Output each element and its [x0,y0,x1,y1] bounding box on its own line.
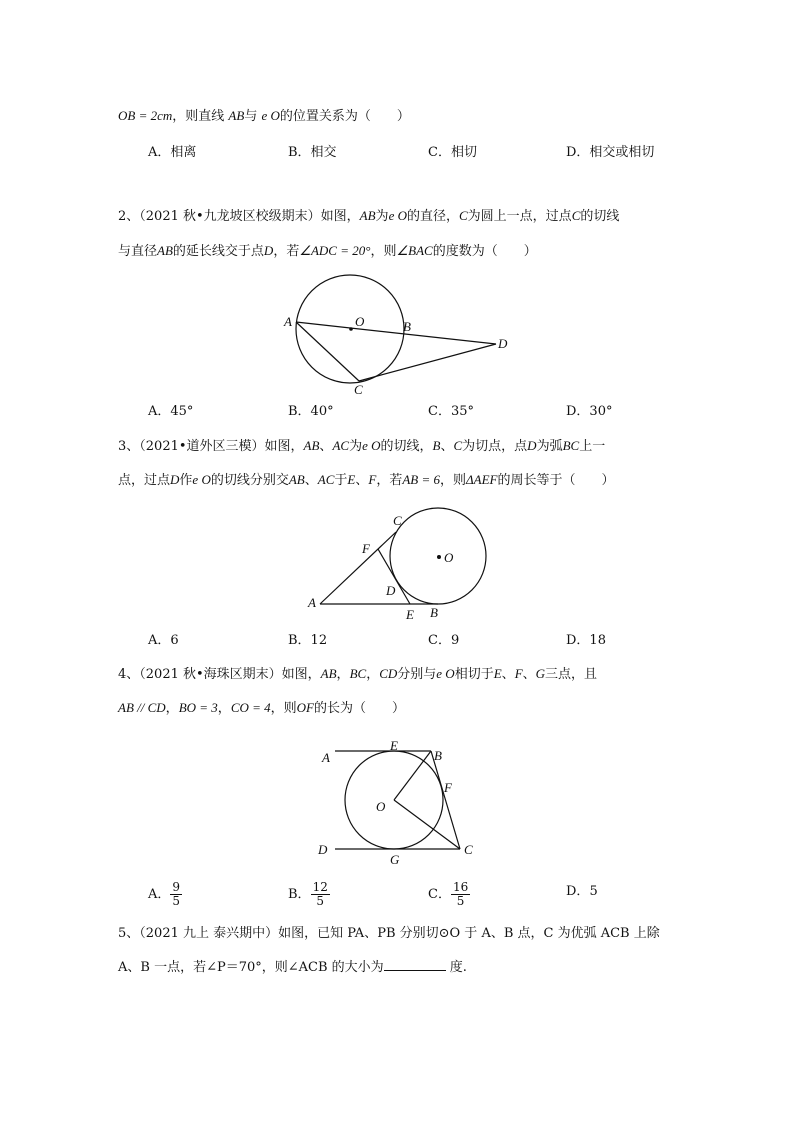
q2-seg: AB [359,208,376,223]
q2-seg: ∠ADC = 20° [299,243,371,258]
q3-seg: 上一 [579,439,606,454]
q3-seg: AB = 6 [402,472,440,487]
q3-label-f: F [362,541,370,556]
q2-line-ad [296,322,496,344]
q3-seg: C [453,438,463,453]
q4-option-a[interactable] [148,881,182,908]
q5-line2-a: A、B 一点，若∠P＝70°，则∠ACB 的大小为 [118,960,384,975]
q4-line-oc [394,800,460,849]
q4-options [148,881,708,915]
q3-seg: 的切线， [380,439,433,454]
q3-seg: 、 [304,473,318,488]
q4-label-c: C [464,842,473,857]
q3-seg: F [368,472,377,487]
q4-label-o: O [376,799,386,814]
q3-label-c: C [393,513,402,528]
q4-option-a-numerator: 9 [172,880,181,894]
q4-line-bc [431,751,460,849]
q4-seg: ， [165,701,179,716]
q3-seg: 3、（2021•道外区三模）如图， [118,439,304,454]
q4-stem-line2 [118,698,405,719]
q4-seg: AB // CD [118,700,166,715]
q3-option-b[interactable]: B．12 [288,633,328,648]
q3-seg: 为切点，点 [462,439,528,454]
q4-option-b-fraction [311,881,330,908]
q3-seg: 于 [334,473,348,488]
q2-option-b[interactable]: B．40° [288,404,334,419]
q4-label-e: E [390,738,398,753]
q2-seg: 与直径 [118,244,158,259]
q2-seg: 的度数为（ ） [432,244,537,259]
q2-label-o: O [355,314,365,329]
q3-seg: 的周长等于（ ） [497,473,615,488]
q4-seg: 、 [501,667,515,682]
q3-options [148,630,708,652]
q2-seg: 的切线 [580,209,620,224]
q1-option-a[interactable]: A．相离 [148,145,197,160]
q4-option-c-denominator: 5 [456,894,465,908]
q2-seg: D [263,243,274,258]
q2-center-dot [349,327,353,331]
q2-option-a[interactable]: A．45° [148,404,194,419]
q2-seg: ∠BAC [396,243,433,258]
q1-seg: 与 [244,109,258,124]
q4-seg: OF [296,700,315,715]
q3-option-d[interactable]: D．18 [566,633,606,648]
q1-seg: OB = 2cm [118,108,173,123]
q3-seg: AB [288,472,305,487]
q4-seg: 分别与 [397,667,437,682]
q3-seg: B [432,438,441,453]
q5-line2-b: 度. [445,960,467,975]
q4-option-c-fraction [451,881,470,908]
q2-seg: C [571,208,581,223]
q4-seg: 相切于 [454,667,494,682]
q4-option-d-letter: D． [566,884,590,899]
q3-seg: 、 [440,439,454,454]
q3-seg: D [527,438,537,453]
q4-seg: G [535,666,546,681]
q2-seg: C [459,208,468,223]
q2-label-c: C [354,382,363,397]
q2-seg: 2、（2021 秋•九龙坡区校级期末）如图， [118,209,360,224]
q4-stem-line1 [118,664,597,685]
q2-figure [270,268,530,400]
q2-seg: ，则 [370,244,397,259]
q3-center-dot [437,555,441,559]
q4-seg: BC [349,666,367,681]
q1-seg: AB [228,108,245,123]
q4-seg: ， [336,667,350,682]
q4-seg: ， [366,667,380,682]
q2-label-a: A [284,314,292,329]
q3-seg: D [170,472,180,487]
q4-seg: 、 [522,667,536,682]
q3-stem-line1 [118,436,605,457]
q4-seg: BO = 3 [178,700,218,715]
q1-option-b[interactable]: B．相交 [288,145,337,160]
q3-seg: e O [362,438,381,453]
q4-seg: E [493,666,502,681]
q3-seg: 作 [179,473,193,488]
q3-label-a: A [308,595,316,610]
q1-seg: e O [261,108,280,123]
q1-seg: ，则直线 [172,109,225,124]
q3-seg: 、 [355,473,369,488]
q4-option-b-letter: B． [288,887,311,902]
q5-answer-blank[interactable] [384,956,446,971]
q3-seg: 点，过点 [118,473,171,488]
q2-line-cd [359,344,496,381]
q4-option-a-denominator: 5 [172,894,181,908]
q3-seg: ΔAEF [466,472,498,487]
q3-seg: 、 [319,439,333,454]
q1-stem [118,106,410,127]
q3-seg: 为弧 [536,439,563,454]
q2-stem-line1 [118,206,619,227]
q4-seg: e O [436,666,455,681]
q4-option-d-value: 5 [589,884,598,899]
q4-line-ob [394,751,431,800]
q3-label-b: B [430,605,438,620]
q4-option-b-numerator: 12 [312,880,328,894]
q2-seg: 为 [375,209,389,224]
q2-seg: 为圆上一点，过点 [467,209,572,224]
q2-option-c[interactable]: C．35° [428,404,474,419]
q2-label-b: B [403,319,411,334]
q4-seg: ， [217,701,231,716]
q4-seg: 的长为（ ） [314,701,406,716]
q1-option-c[interactable]: C．相切 [428,145,477,160]
q3-seg: 为 [349,439,363,454]
q2-line-ac [296,322,359,381]
q4-seg: CO = 4 [230,700,271,715]
q4-option-b-denominator: 5 [316,894,325,908]
q3-figure [300,504,500,626]
q3-seg: AC [332,438,350,453]
q2-stem-line2 [118,241,537,262]
q4-seg: CD [379,666,398,681]
q1-seg: 的位置关系为（ ） [279,109,410,124]
q3-label-d: D [386,583,396,598]
q4-option-a-fraction [170,881,182,908]
q4-label-f: F [444,780,452,795]
q4-figure [310,738,490,870]
q4-seg: 三点，且 [545,667,598,682]
q4-seg: ，则 [270,701,297,716]
q4-option-c-numerator: 16 [452,880,469,894]
q4-option-c-letter: C． [428,887,451,902]
q2-seg: 的直径， [406,209,459,224]
q2-option-d[interactable]: D．30° [566,404,613,419]
q4-seg: 4、（2021 秋•海珠区期末）如图， [118,667,321,682]
q4-label-d: D [318,842,328,857]
q1-option-d[interactable]: D．相交或相切 [566,145,655,160]
q3-seg: ，则 [440,473,467,488]
q2-label-d: D [498,336,508,351]
q4-label-a: A [322,750,330,765]
q3-option-a[interactable]: A．6 [148,633,179,648]
q2-seg: 的延长线交于点 [172,244,264,259]
q2-seg: AB [157,243,173,258]
q4-seg: AB [320,666,337,681]
q2-seg: e O [388,208,407,223]
q3-seg: 的切线分别交 [210,473,289,488]
q5-line1: 5、（2021 九上 泰兴期中）如图，已知 PA、PB 分别切⊙O 于 A、B 点，C 为优弧 ACB 上除 [118,926,660,941]
q3-line-ac [320,532,396,604]
q2-options [148,401,708,423]
q4-label-g: G [390,852,400,867]
q2-seg: ，若 [273,244,300,259]
q3-stem-line2 [118,470,614,491]
q1-options [148,142,708,164]
q4-label-b: B [434,748,442,763]
q3-option-c[interactable]: C．9 [428,633,460,648]
q3-seg: BC [562,438,580,453]
q5-stem-line1 [118,924,660,944]
q3-seg: e O [192,472,211,487]
q3-seg: AB [303,438,320,453]
q3-seg: AC [317,472,335,487]
q4-seg: F [514,666,523,681]
q4-option-b[interactable] [288,881,330,908]
q4-option-d[interactable] [566,881,598,903]
q3-seg: E [347,472,356,487]
q3-seg: ，若 [376,473,403,488]
q5-stem-line2 [118,956,467,978]
q4-option-c[interactable] [428,881,470,908]
q4-option-a-letter: A． [148,887,171,902]
q3-label-o: O [444,550,454,565]
q3-label-e: E [406,607,414,622]
